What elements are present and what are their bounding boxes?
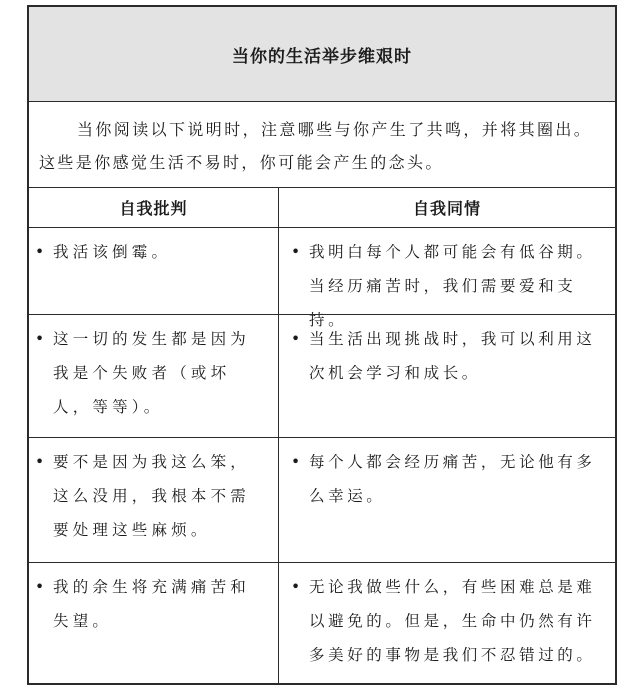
divider	[29, 562, 615, 563]
bullet-icon: •	[35, 578, 46, 596]
table-title: 当你的生活举步维艰时	[29, 7, 615, 102]
column-divider	[278, 187, 279, 683]
criticism-text: 我的余生将充满痛苦和失望。	[53, 578, 251, 630]
divider	[29, 227, 615, 228]
column-header-self-criticism: 自我批判	[119, 198, 188, 218]
bullet-icon: •	[291, 578, 302, 596]
compassion-table	[27, 5, 617, 685]
table-row-1-criticism	[35, 235, 269, 269]
table-row-3-compassion	[291, 445, 609, 513]
table-row-4-compassion	[291, 570, 609, 672]
column-header-self-compassion: 自我同情	[412, 198, 481, 218]
criticism-text: 要不是因为我这么笨，这么没用，我根本不需要处理这些麻烦。	[53, 453, 251, 539]
bullet-icon: •	[35, 243, 46, 261]
bullet-icon: •	[291, 243, 302, 261]
table-row-4-criticism	[35, 570, 269, 638]
criticism-text: 我活该倒霉。	[53, 243, 172, 261]
table-row-3-criticism	[35, 445, 269, 547]
bullet-icon: •	[35, 453, 46, 471]
compassion-text: 我明白每个人都可能会有低谷期。当经历痛苦时，我们需要爱和支持。	[309, 243, 596, 329]
criticism-text: 这一切的发生都是因为我是个失败者（或坏人，等等）。	[53, 330, 251, 416]
table-row-2-criticism	[35, 322, 269, 424]
bullet-icon: •	[291, 453, 302, 471]
bullet-icon: •	[291, 330, 302, 348]
compassion-text: 无论我做些什么，有些困难总是难以避免的。但是，生命中仍然有许多美好的事物是我们不忍错过的。	[309, 578, 596, 664]
intro-paragraph: 当你阅读以下说明时，注意哪些与你产生了共鸣，并将其圈出。这些是你感觉生活不易时，你可能会产生的念头。	[39, 120, 593, 172]
divider	[29, 437, 615, 438]
compassion-text: 当生活出现挑战时，我可以利用这次机会学习和成长。	[309, 330, 596, 382]
table-row-2-compassion	[291, 322, 609, 390]
compassion-text: 每个人都会经历痛苦，无论他有多么幸运。	[309, 453, 596, 505]
divider	[29, 314, 615, 315]
bullet-icon: •	[35, 330, 46, 348]
